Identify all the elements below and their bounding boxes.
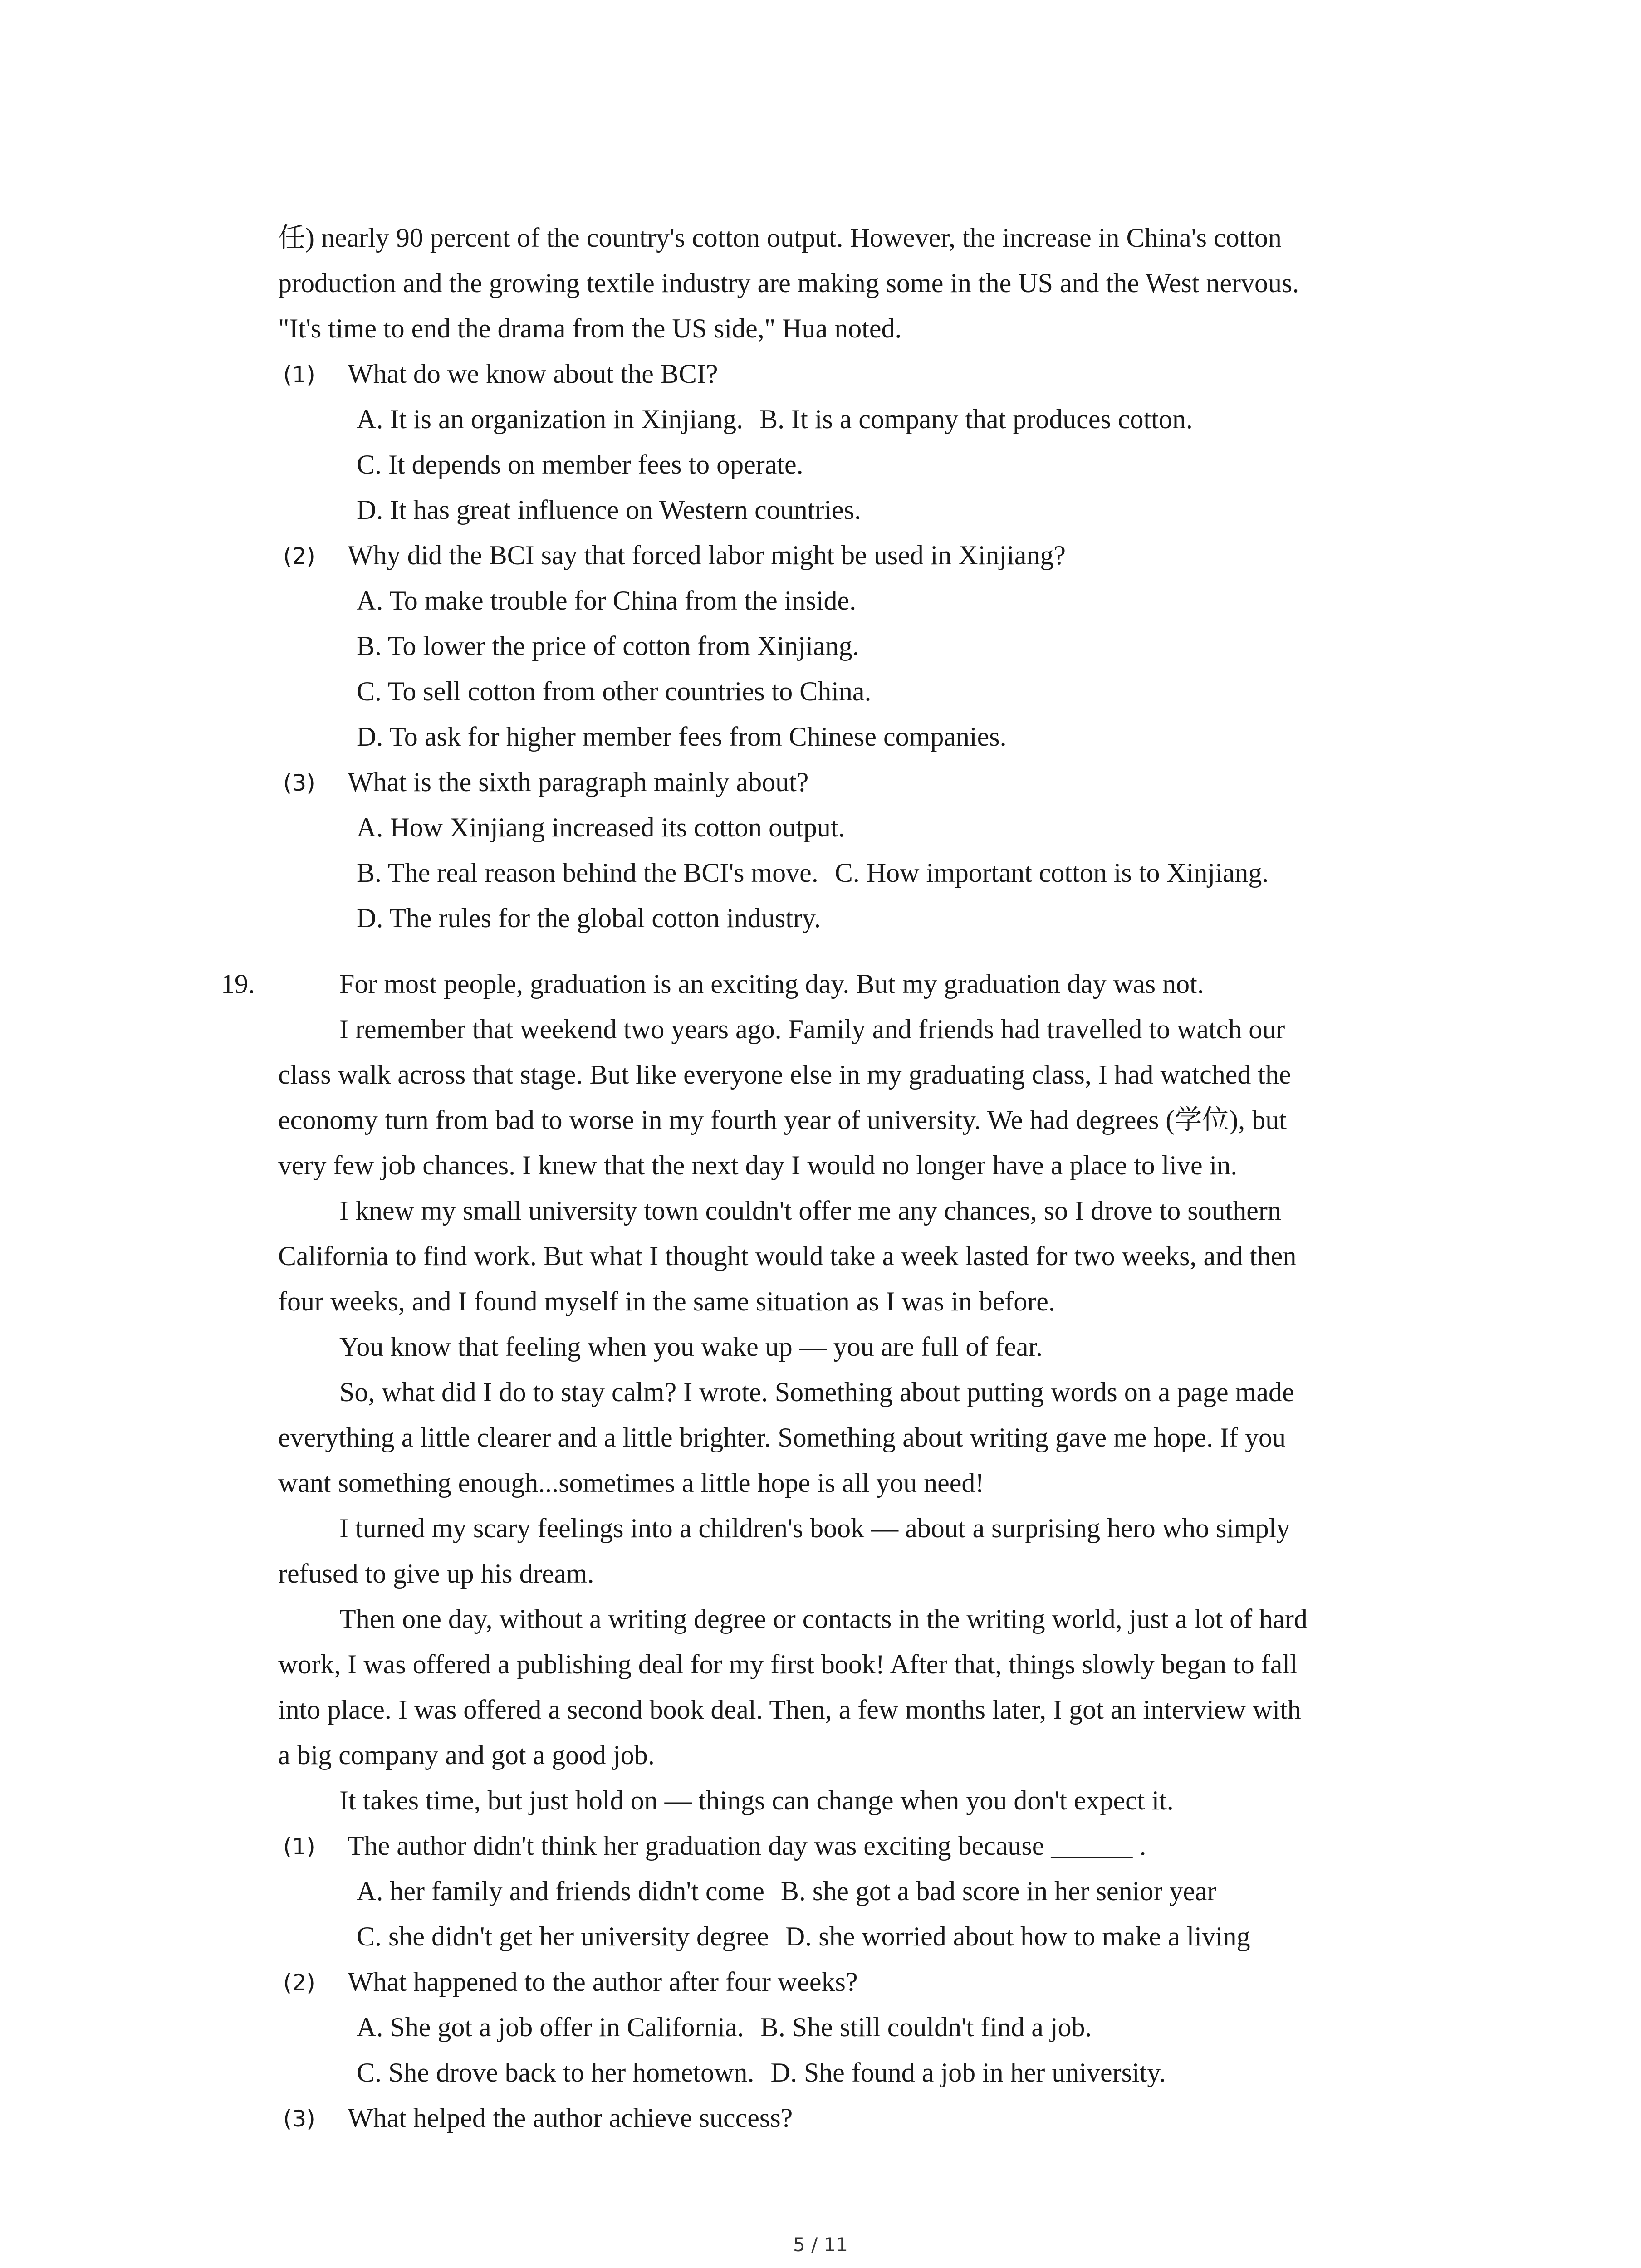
option: A. How Xinjiang increased its cotton output. [357, 812, 845, 842]
option-row [357, 2049, 1166, 2096]
question-number: (1) [283, 1833, 315, 1860]
option-row [357, 714, 1007, 760]
option-row [357, 577, 856, 624]
passage-a-line: production and the growing textile industry are making some in the US and the West nervous. [278, 268, 1299, 298]
option: D. The rules for the global cotton industry. [357, 903, 821, 933]
option: D. She found a job in her university. [770, 2058, 1166, 2087]
question-text: What helped the author achieve success? [348, 2103, 793, 2133]
passage-b-line: It takes time, but just hold on — things can change when you don't expect it. [339, 1785, 1174, 1815]
option-row [357, 850, 1269, 896]
passage-b-line: I knew my small university town couldn't offer me any chances, so I drove to southern [339, 1196, 1281, 1226]
option: C. How important cotton is to Xinjiang. [834, 858, 1269, 888]
passage-b-line: a big company and got a good job. [278, 1740, 655, 1770]
option: B. She still couldn't find a job. [760, 2012, 1092, 2042]
question-number: (2) [283, 543, 315, 569]
option-row [357, 668, 872, 714]
option: B. To lower the price of cotton from Xinjiang. [357, 631, 859, 661]
question-number: (2) [283, 1970, 315, 1996]
option: C. she didn't get her university degree [357, 1921, 769, 1951]
passage-b-line: I remember that weekend two years ago. Family and friends had travelled to watch our [339, 1014, 1285, 1044]
passage-b-line: want something enough...sometimes a little hope is all you need! [278, 1468, 985, 1498]
option: C. She drove back to her hometown. [357, 2058, 754, 2087]
option: D. It has great influence on Western countries. [357, 495, 862, 525]
question-text: What do we know about the BCI? [348, 359, 718, 389]
option-row [357, 895, 821, 941]
question-text: The author didn't think her graduation day was exciting because ______ . [348, 1831, 1146, 1861]
option-row [357, 804, 845, 850]
question-text: What happened to the author after four weeks? [348, 1967, 858, 1997]
passage-b-line: very few job chances. I knew that the next day I would no longer have a place to live in. [278, 1150, 1238, 1180]
option-row [357, 2004, 1092, 2050]
passage-b-line: So, what did I do to stay calm? I wrote. Something about putting words on a page made [339, 1377, 1294, 1407]
passage-b-line: into place. I was offered a second book deal. Then, a few months later, I got an interview with [278, 1695, 1301, 1725]
passage-b-line: California to find work. But what I thought would take a week lasted for two weeks, and then [278, 1241, 1297, 1271]
question-text: What is the sixth paragraph mainly about? [348, 767, 809, 797]
option-row [357, 441, 803, 488]
passage-b-line: You know that feeling when you wake up — you are full of fear. [339, 1332, 1043, 1362]
option: A. her family and friends didn't come [357, 1876, 764, 1906]
passage-b-line: I turned my scary feelings into a children's book — about a surprising hero who simply [339, 1513, 1290, 1543]
passage-a-line: "It's time to end the drama from the US side," Hua noted. [278, 313, 902, 343]
passage-b-line: work, I was offered a publishing deal for my first book! After that, things slowly began to fall [278, 1649, 1298, 1679]
option: B. It is a company that produces cotton. [759, 404, 1193, 434]
option-row [357, 1913, 1250, 1960]
question-number: (3) [283, 2106, 315, 2132]
option: A. She got a job offer in California. [357, 2012, 744, 2042]
option-row [357, 1868, 1216, 1914]
question-text: Why did the BCI say that forced labor might be used in Xinjiang? [348, 540, 1066, 570]
option: A. To make trouble for China from the inside. [357, 586, 857, 616]
option: A. It is an organization in Xinjiang. [357, 404, 744, 434]
question-number: (1) [283, 362, 315, 388]
option: D. she worried about how to make a living [785, 1921, 1250, 1951]
option-row [357, 623, 859, 669]
option: C. To sell cotton from other countries to China. [357, 676, 872, 706]
option-row [357, 396, 1193, 442]
passage-b-line: everything a little clearer and a little brighter. Something about writing gave me hope. If you [278, 1422, 1286, 1452]
option: C. It depends on member fees to operate. [357, 450, 803, 479]
passage-b-line: Then one day, without a writing degree or contacts in the writing world, just a lot of hard [339, 1604, 1308, 1634]
passage-b-line: four weeks, and I found myself in the same situation as I was in before. [278, 1286, 1055, 1316]
option: B. The real reason behind the BCI's move. [357, 858, 818, 888]
passage-b-line: refused to give up his dream. [278, 1559, 594, 1589]
question-number: (3) [283, 770, 315, 796]
option-row [357, 487, 861, 533]
passage-b-line: For most people, graduation is an exciting day. But my graduation day was not. [339, 969, 1204, 999]
page-indicator: 5 / 11 [793, 2234, 848, 2256]
passage-b-line: economy turn from bad to worse in my fourth year of university. We had degrees (学位), but [278, 1105, 1287, 1135]
option: D. To ask for higher member fees from Chinese companies. [357, 722, 1007, 752]
passage-a-line: 任) nearly 90 percent of the country's cotton output. However, the increase in China's cotton [278, 223, 1282, 253]
item-number: 19. [221, 969, 255, 999]
option: B. she got a bad score in her senior year [780, 1876, 1216, 1906]
passage-b-line: class walk across that stage. But like everyone else in my graduating class, I had watched the [278, 1060, 1291, 1090]
